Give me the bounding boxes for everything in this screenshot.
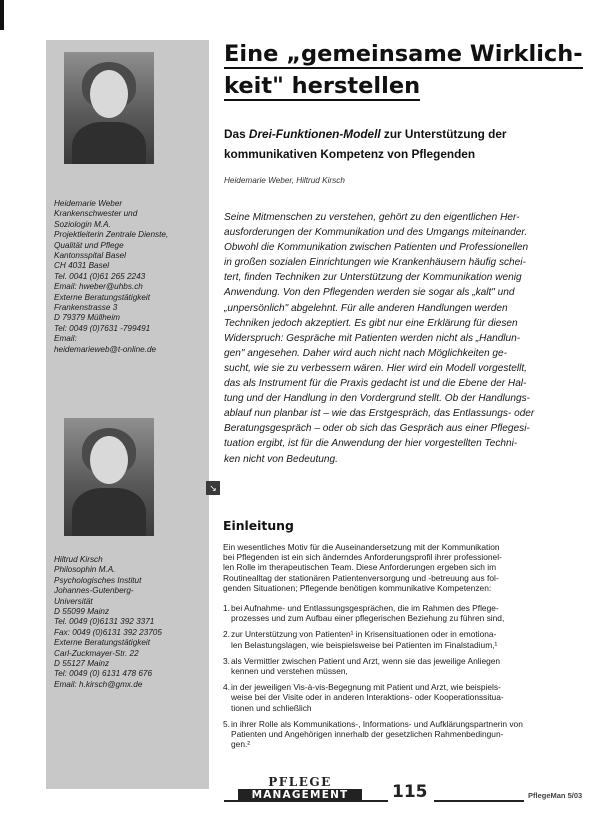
- intro-line: in großen sozialen Einrichtungen wie Krankenhäusern häufig schei-: [224, 257, 526, 269]
- author-bio-kirsch: [54, 555, 208, 690]
- bio-line: D 79379 Müllheim: [54, 313, 120, 323]
- list-item-number: 1.: [223, 603, 230, 613]
- list-item-text: prozesses und zum Aufbau einer pflegerischen Beziehung zu führen sind,: [231, 613, 505, 624]
- list-item-number: 4.: [223, 682, 230, 693]
- body-line: len Rolle im therapeutischen Team. Diese Anforderungen ergeben sich im: [223, 562, 497, 573]
- intro-line: Seine Mitmenschen zu verstehen, gehört zu den eigentlichen Her-: [224, 212, 520, 223]
- list-item-number: 5.: [223, 718, 230, 729]
- author-bio-weber: [54, 199, 208, 355]
- article-title: [224, 38, 584, 102]
- intro-line: Anwendung. Von den Pflegenden werden sie sogar als „kalt" und: [224, 287, 515, 299]
- arrow-marker-icon: ↘: [206, 481, 220, 495]
- list-item: [223, 719, 601, 750]
- bio-line: Externe Beratungstätigkeit: [54, 292, 151, 302]
- body-paragraph: [223, 542, 601, 593]
- list-item-text: Patienten und Angehörigen innerhalb der gesetzlichen Rahmenbedingun-: [231, 729, 504, 740]
- footer-rule-right: [434, 800, 524, 802]
- body-line: Ein wesentliches Motiv für die Auseinandersetzung mit der Kommunikation: [223, 542, 500, 552]
- author-names: Heidemarie Weber, Hiltrud Kirsch: [224, 176, 345, 185]
- bio-line: Kantonsspital Basel: [54, 251, 126, 261]
- issue-label: PflegeMan 5/03: [528, 791, 583, 800]
- bio-line: Johannes-Gutenberg-: [54, 586, 134, 596]
- list-item-text: len Belastungslagen, wie beispielsweise bei Patienten im Finalstadium,¹: [231, 639, 498, 650]
- bio-line: CH 4031 Basel: [54, 261, 110, 271]
- bio-line: Externe Beratungstätigkeit: [54, 638, 151, 648]
- intro-abstract: [224, 210, 599, 467]
- bio-line: Qualität und Pflege: [54, 240, 124, 250]
- intro-line: Beratungsgespräch – oder ob sich das Gespräch aus einer Pflegesi-: [224, 423, 530, 435]
- bio-line: Frankenstrasse 3: [54, 303, 118, 313]
- bio-line: Projektleiterin Zentrale Dienste,: [54, 230, 169, 240]
- list-item: [223, 656, 601, 676]
- subtitle-model-name: Drei-Funktionen-Modell: [248, 127, 381, 141]
- bio-line: Tel. 0049 (0)6131 392 3371: [54, 617, 155, 627]
- author-photo-kirsch: [64, 418, 154, 536]
- list-item-text: in ihrer Rolle als Kommunikations-, Informations- und Aufklärungspartnerin von: [231, 718, 523, 729]
- intro-line: Techniken jedoch akzeptiert. Es gibt nur eine Erklärung für diesen: [224, 317, 518, 329]
- title-line-1: Eine „gemeinsame Wirklich-: [224, 41, 583, 67]
- bio-line: Universität: [54, 596, 93, 606]
- intro-line: „unpersönlich" abgelehnt. Für alle anderen Handlungen werden: [224, 302, 508, 314]
- intro-line: ausforderungen der Kommunikation und des Umgangs miteinander.: [224, 227, 528, 239]
- list-item-text: bei Aufnahme- und Entlassungsgesprächen, die im Rahmen des Pflege-: [231, 603, 499, 613]
- intro-line: tert, finden Techniken zur Unterstützung der Kommunikation wenig: [224, 272, 522, 284]
- bio-line: Tel: 0049 (0) 6131 478 676: [54, 669, 153, 679]
- intro-line: gen" angesehen. Daher wird auch nicht nach Möglichkeiten ge-: [224, 347, 508, 359]
- list-item-text: gen.²: [231, 739, 251, 750]
- bio-line: Email: hweber@uhbs.ch: [54, 282, 143, 292]
- bio-line: Hiltrud Kirsch: [54, 555, 103, 564]
- title-line-2: keit" herstellen: [224, 73, 421, 99]
- list-item: [223, 629, 601, 649]
- subtitle-line-2: kommunikativen Kompetenz von Pflegenden: [224, 147, 476, 161]
- bio-line: Email: h.kirsch@gmx.de: [54, 679, 143, 689]
- page-number: 115: [392, 782, 428, 802]
- bio-line: Email:: [54, 334, 77, 344]
- list-item-text: als Vermittler zwischen Patient und Arzt, wenn sie das jeweilige Anliegen: [231, 655, 501, 666]
- top-rule: [0, 0, 4, 30]
- body-line: Routinealltag der stationären Patientenversorgung und -betreuung aus fol-: [223, 572, 499, 583]
- intro-line: Widerspruch: Gespräche mit Patienten werden nicht als „Handlun-: [224, 332, 521, 344]
- intro-line: tung und der Handlung in den Vordergrund stellt. Ob der Handlungs-: [224, 393, 531, 405]
- footer-rule-mid: [362, 800, 388, 802]
- list-item-number: 3.: [223, 655, 230, 666]
- bio-line: Carl-Zuckmayer-Str. 22: [54, 648, 139, 658]
- list-item-text: tionen und schließlich: [231, 702, 312, 713]
- list-item-text: zur Unterstützung von Patienten¹ in Krisensituationen oder in emotiona-: [231, 629, 497, 640]
- bio-line: Tel: 0049 (0)7631 -799491: [54, 323, 151, 333]
- author-photo-weber: [64, 52, 154, 164]
- bio-line: Soziologin M.A.: [54, 219, 111, 229]
- body-line: genden Situationen; Pflegende benötigen kommunikative Kompetenzen:: [223, 582, 492, 593]
- logo-bottom-text: MANAGEMENT: [238, 789, 362, 802]
- intro-line: das als Instrument für die Praxis gedacht ist und die Ebene der Hal-: [224, 378, 527, 390]
- bio-line: Psychologisches Institut: [54, 575, 142, 585]
- intro-line: ken nicht von Bedeutung.: [224, 453, 338, 465]
- intro-line: tuation ergibt, ist für die Anwendung der hier vorgestellten Techni-: [224, 438, 518, 450]
- list-item: [223, 682, 601, 713]
- bio-line: Krankenschwester und: [54, 209, 138, 219]
- subtitle-rest: zur Unterstützung der: [380, 127, 507, 141]
- bio-line: D 55127 Mainz: [54, 659, 110, 669]
- bio-line: Heidemarie Weber: [54, 199, 123, 208]
- article-subtitle: [224, 124, 594, 164]
- list-item-text: weise bei der Visite oder in anderen Interaktions- oder Kooperationssitua-: [231, 692, 504, 703]
- intro-line: Obwohl die Kommunikation zwischen Patienten und Professionellen: [224, 242, 529, 254]
- list-item-text: kennen und verstehen müssen,: [231, 666, 348, 677]
- bio-line: Philosophin M.A.: [54, 565, 116, 575]
- bio-line: D 55099 Mainz: [54, 607, 110, 617]
- list-item-number: 2.: [223, 629, 230, 640]
- section-heading: Einleitung: [223, 518, 294, 533]
- journal-logo: [238, 776, 362, 802]
- bio-line: heidemarieweb@t-online.de: [54, 344, 157, 354]
- bio-line: Fax: 0049 (0)6131 392 23705: [54, 627, 162, 637]
- numbered-list: [223, 603, 601, 755]
- list-item-text: in der jeweiligen Vis-à-vis-Begegnung mit Patient und Arzt, wie beispiels-: [231, 682, 501, 693]
- bio-line: Tel. 0041 (0)61 265 2243: [54, 271, 146, 281]
- list-item: [223, 603, 601, 623]
- body-line: bei Pflegenden ist ein sich änderndes Anforderungsprofil ihrer professionel-: [223, 552, 502, 563]
- intro-line: ablauf nun planbar ist – wie das Erstgespräch, das Entlassungs- oder: [224, 408, 535, 420]
- intro-line: sucht, wie sie zu verbessern wären. Hier wird ein Modell vorgestellt,: [224, 362, 527, 374]
- subtitle-prefix: Das: [224, 127, 249, 141]
- logo-top-text: PFLEGE: [268, 775, 332, 789]
